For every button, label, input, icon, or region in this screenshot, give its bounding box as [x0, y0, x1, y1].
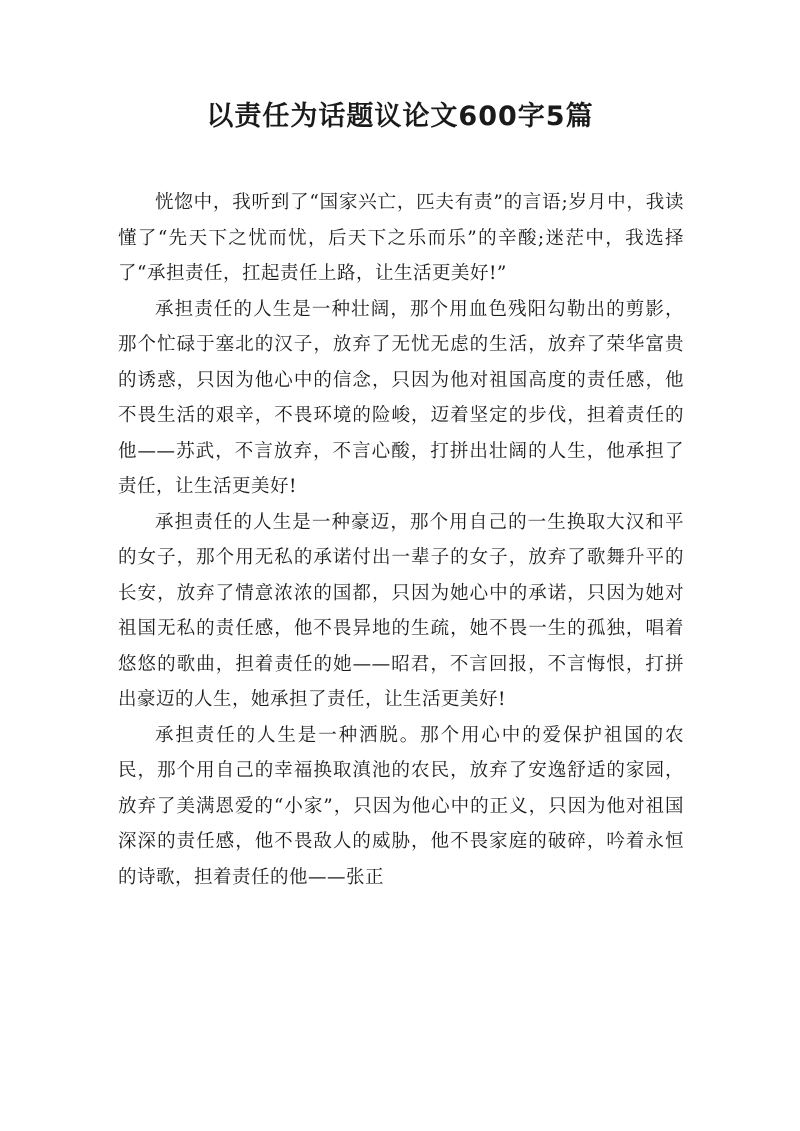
paragraph-2: 承担责任的人生是一种壮阔，那个用血色残阳勾勒出的剪影，那个忙碌于塞北的汉子，放弃了无忧无虑的生活，放弃了荣华富贵的诱惑，只因为他心中的信念，只因为他对祖国高度的责任感，他不畏生活的艰辛，不畏环境的险峻，迈着坚定的步伐，担着责任的他——苏武，不言放弃，不言心酸，打拼出壮阔的人生，他承担了责任，让生活更美好! [118, 298, 684, 497]
paragraph-4: 承担责任的人生是一种洒脱。那个用心中的爱保护祖国的农民，那个用自己的幸福换取滇池的农民，放弃了安逸舒适的家园，放弃了美满恩爱的“小家”，只因为他心中的正义，只因为他对祖国深深的责任感，他不畏敌人的威胁，他不畏家庭的破碎，吟着永恒的诗歌，担着责任的他——张正 [118, 724, 684, 888]
document-body [118, 185, 684, 895]
paragraph-1: 恍惚中，我听到了“国家兴亡，匹夫有责”的言语;岁月中，我读懂了“先天下之忧而忧，后天下之乐而乐”的辛酸;迷茫中，我选择了“承担责任，扛起责任上路，让生活更美好!” [118, 192, 684, 284]
document-title: 以责任为话题议论文600字5篇 [206, 101, 594, 132]
paragraph-3: 承担责任的人生是一种豪迈，那个用自己的一生换取大汉和平的女子，那个用无私的承诺付出一辈子的女子，放弃了歌舞升平的长安，放弃了情意浓浓的国都，只因为她心中的承诺，只因为她对祖国无私的责任感，他不畏异地的生疏，她不畏一生的孤独，唱着悠悠的歌曲，担着责任的她——昭君，不言回报，不言悔恨，打拼出豪迈的人生，她承担了责任，让生活更美好! [118, 511, 684, 710]
